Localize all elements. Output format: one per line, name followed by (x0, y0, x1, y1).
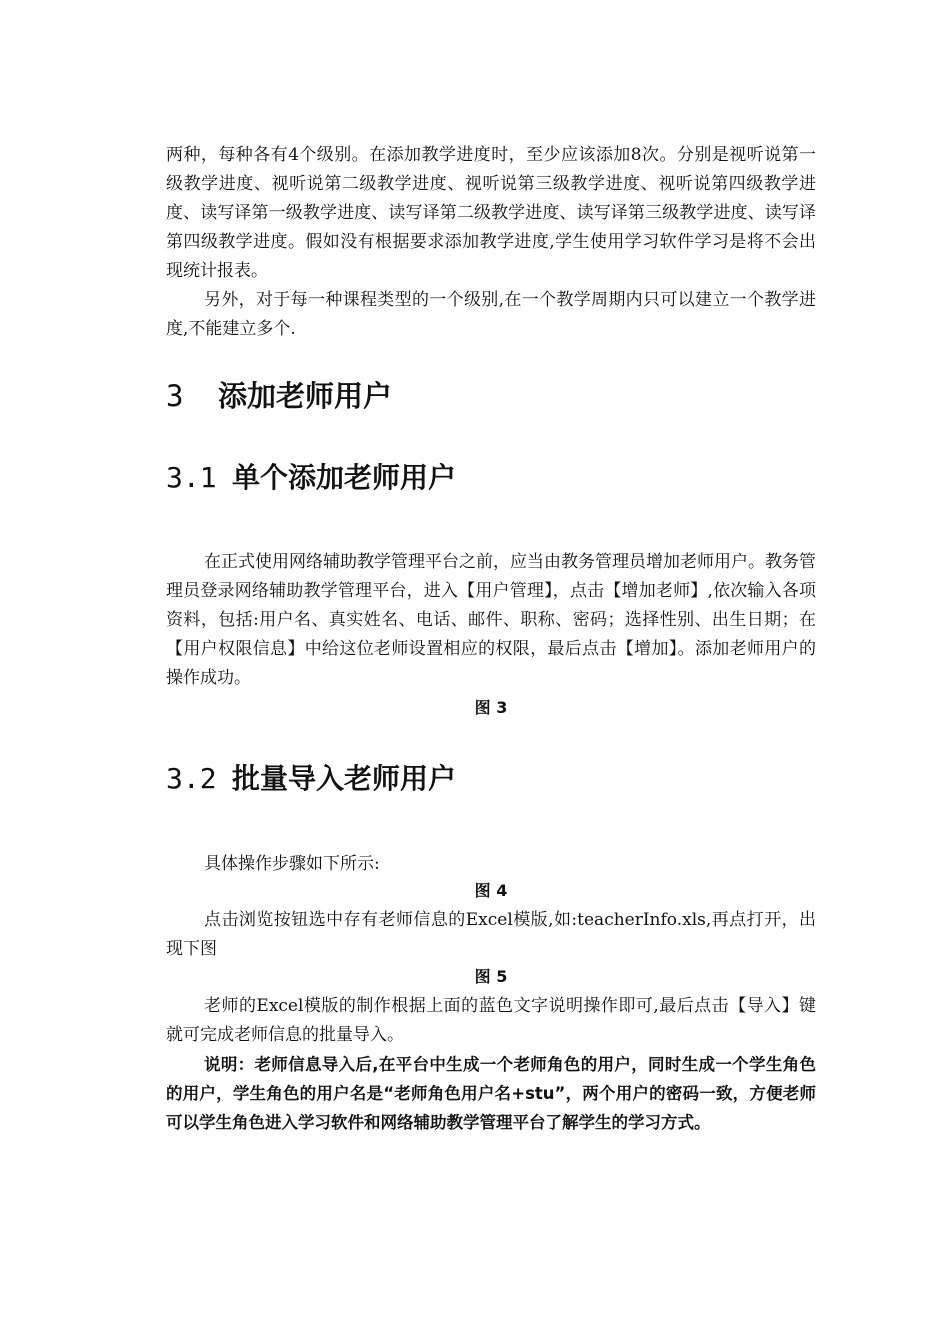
heading-number: 3 (166, 379, 184, 413)
heading-section-3-1 (166, 456, 456, 496)
paragraph-steps-intro: 具体操作步骤如下所示: (204, 854, 380, 874)
heading-title: 批量导入老师用户 (232, 762, 457, 795)
paragraph-add-single-teacher: 在正式使用网络辅助教学管理平台之前，应当由教务管理员增加老师用户。教务管理员登录网络辅助教学管理平台，进入【用户管理】，点击【增加老师】,依次输入各项资料，包括:用户名、真实姓名、电话、邮件、职称、密码；选择性别、出生日期；在【用户权限信息】中给这位老师设置相应的权限，最后点击【增加】。添加老师用户的操作成功。 (166, 552, 816, 688)
paragraph-excel-template: 老师的Excel模版的制作根据上面的蓝色文字说明操作即可,最后点击【导入】键就可完成老师信息的批量导入。 (166, 996, 816, 1045)
heading-number: 3.2 (166, 762, 217, 795)
heading-section-3-2 (166, 757, 456, 797)
figure-caption-3: 图 3 (474, 698, 508, 717)
heading-number: 3.1 (166, 461, 217, 494)
figure-caption-4: 图 4 (474, 881, 508, 900)
paragraph-one-schedule: 另外，对于每一种课程类型的一个级别,在一个教学周期内只可以建立一个教学进度,不能建立多个. (166, 290, 816, 339)
paragraph-import-note: 说明：老师信息导入后,在平台中生成一个老师角色的用户，同时生成一个学生角色的用户，学生角色的用户名是“老师角色用户名+stu”，两个用户的密码一致，方便老师可以学生角色进入学习软件和网络辅助教学管理平台了解学生的学习方式。 (166, 1055, 816, 1132)
heading-title: 单个添加老师用户 (232, 461, 457, 494)
heading-title: 添加老师用户 (218, 379, 393, 413)
paragraph-browse-excel: 点击浏览按钮选中存有老师信息的Excel模版,如:teacherInfo.xls,再点打开，出现下图 (166, 910, 816, 959)
paragraph-course-types: 两种，每种各有4个级别。在添加教学进度时，至少应该添加8次。分别是视听说第一级教学进度、视听说第二级教学进度、视听说第三级教学进度、视听说第四级教学进度、读写译第一级教学进度、读写译第二级教学进度、读写译第三级教学进度、读写译第四级教学进度。假如没有根据要求添加教学进度,学生使用学习软件学习是将不会出现统计报表。 (166, 145, 816, 281)
heading-section-3 (166, 374, 392, 415)
figure-caption-5: 图 5 (474, 967, 508, 986)
